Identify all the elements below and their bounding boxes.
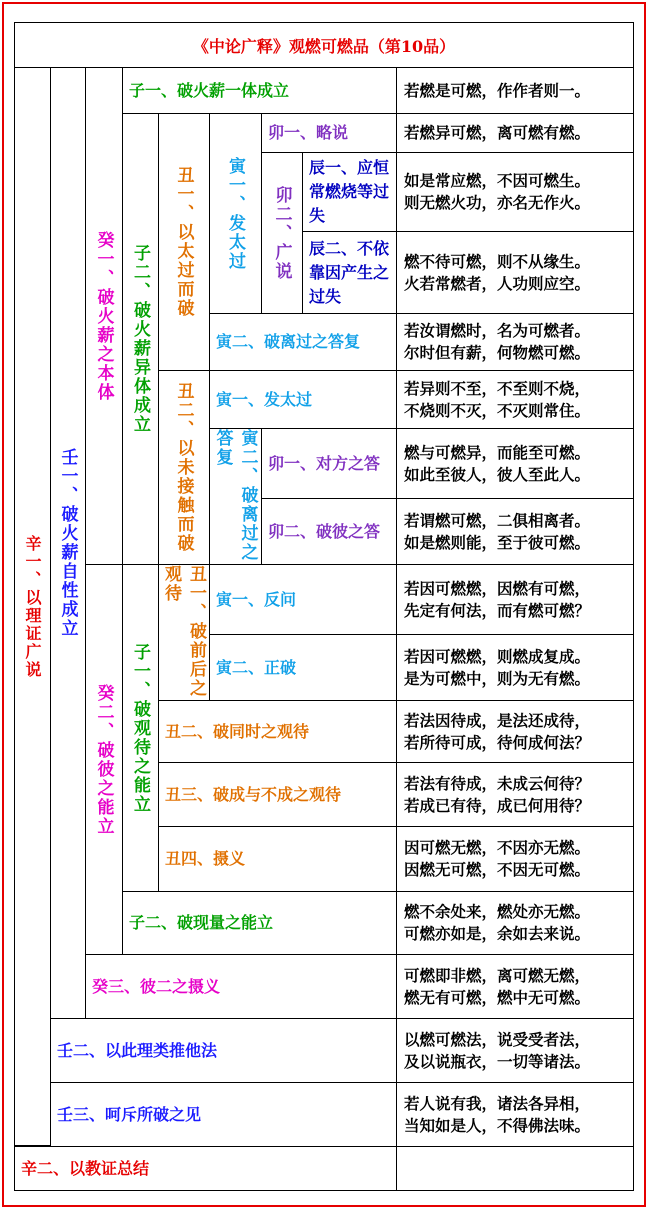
verse-10 [396, 634, 634, 701]
verse-8 [396, 498, 634, 565]
outline-chou1-a: 丑一、以太过而破 [158, 113, 210, 371]
verse-line: 若燃异可燃，离可燃有燃。 [404, 123, 591, 142]
verse-line: 若燃是可燃，作作者则一。 [404, 80, 591, 100]
verse-line: 火若常燃者，人功则应空。 [404, 273, 591, 293]
verse-line: 如是燃则能，至于彼可燃。 [404, 532, 591, 552]
verse-line: 若成已有待，成已何用待？ [404, 795, 591, 815]
outline-yin2-c: 寅二、正破 [209, 634, 397, 701]
verse-line: 燃与可燃异，而能至可燃。 [404, 442, 591, 462]
outline-gui3: 癸三、彼二之摄义 [85, 954, 397, 1019]
verse-11 [396, 700, 634, 763]
verse-line: 如是常应燃，不因可燃生。 [404, 171, 591, 190]
verse-3 [396, 152, 634, 232]
outline-xin1: 辛一、以理证广说 [14, 67, 51, 1146]
verse-7 [396, 428, 634, 499]
verse-line: 若异则不至，不至则不烧， [404, 378, 591, 398]
verse-line: 尔时但有薪，何物燃可燃。 [404, 343, 591, 362]
verse-15 [396, 954, 634, 1019]
verse-line: 及以说瓶衣，一切等诸法。 [404, 1051, 591, 1071]
verse-13 [396, 826, 634, 892]
verse-empty [396, 1146, 634, 1191]
outline-zi1-a: 子一、破火薪一体成立 [122, 67, 397, 114]
verse-9 [396, 564, 634, 635]
verse-16 [396, 1018, 634, 1083]
outline-zi2-a: 子二、破火薪异体成立 [122, 113, 159, 565]
outline-chou2-a: 丑二、以未接触而破 [158, 370, 210, 565]
verse-14 [396, 891, 634, 955]
verse-line: 先定有何法，而有燃可燃？ [404, 600, 591, 620]
verse-line: 因燃无可燃，不因无可燃。 [404, 860, 591, 879]
verse-2 [396, 113, 634, 153]
verse-line: 因可燃无燃，不因亦无燃。 [404, 838, 591, 857]
outline-ren2: 壬二、以此理类推他法 [50, 1018, 397, 1083]
verse-line: 是为可燃中，则为无有燃。 [404, 668, 591, 688]
verse-line: 若所待可成，待何成何法？ [404, 732, 591, 752]
outline-mao2-b: 卯二、破彼之答 [261, 498, 397, 565]
verse-17 [396, 1082, 634, 1147]
outline-ren3: 壬三、呵斥所破之见 [50, 1082, 397, 1147]
outline-chen1: 辰一、应恒常燃烧等过失 [302, 152, 397, 232]
verse-line: 若因可燃燃，因燃有可燃， [404, 578, 591, 598]
verse-line: 若谓燃可燃，二俱相离者。 [404, 510, 591, 530]
outline-gui1: 癸一、破火薪之本体 [85, 67, 123, 565]
verse-line: 可燃亦如是，余如去来说。 [404, 924, 591, 943]
verse-line: 若法有待成，未成云何待？ [404, 773, 591, 793]
outline-chou2-b: 丑二、破同时之观待 [158, 700, 397, 763]
verse-line: 若法因待成，是法还成待， [404, 710, 591, 730]
verse-line: 燃不余处来，燃处亦无燃。 [404, 902, 591, 921]
outline-ren1: 壬一、破火薪自性成立 [50, 67, 86, 1019]
outline-chen2: 辰二、不依靠因产生之过失 [302, 231, 397, 314]
page-title: 《中论广释》观燃可燃品（第10品） [14, 22, 634, 68]
verse-1 [396, 67, 634, 114]
outline-yin1-a: 寅一、发太过 [209, 113, 262, 314]
outline-yin1-b: 寅一、发太过 [209, 370, 397, 429]
outline-mao1-a: 卯一、略说 [261, 113, 397, 153]
outline-zi2-b: 子二、破现量之能立 [122, 891, 397, 955]
verse-line: 若汝谓燃时，名为可燃者。 [404, 321, 591, 340]
outline-zi1-b: 子一、破观待之能立 [122, 564, 159, 892]
outline-yin2-b: 寅二、破离过之答复 [209, 428, 262, 565]
outline-chou4-b: 丑四、摄义 [158, 826, 397, 892]
verse-4 [396, 231, 634, 314]
outline-yin1-c: 寅一、反问 [209, 564, 397, 635]
verse-line: 如此至彼人，彼人至此人。 [404, 464, 591, 484]
outline-xin2: 辛二、以教证总结 [14, 1146, 397, 1191]
verse-line: 可燃即非燃，离可燃无燃， [404, 965, 591, 985]
verse-line: 则无燃火功，亦名无作火。 [404, 193, 591, 212]
outline-chou1-b: 丑一、破前后之观待 [158, 564, 210, 701]
outline-gui2: 癸二、破彼之能立 [85, 564, 123, 955]
verse-line: 当知如是人，不得佛法味。 [404, 1115, 591, 1135]
verse-line: 不烧则不灭，不灭则常住。 [404, 400, 591, 420]
outline-mao1-b: 卯一、对方之答 [261, 428, 397, 499]
verse-line: 以燃可燃法，说受受者法， [404, 1029, 591, 1049]
outline-chou3-b: 丑三、破成与不成之观待 [158, 762, 397, 827]
verse-5 [396, 313, 634, 371]
verse-line: 燃不待可燃，则不从缘生。 [404, 251, 591, 271]
verse-line: 若人说有我，诸法各异相， [404, 1093, 591, 1113]
outline-mao2-a: 卯二、广说 [261, 152, 303, 314]
verse-12 [396, 762, 634, 827]
verse-line: 若因可燃燃，则燃成复成。 [404, 646, 591, 666]
verse-line: 燃无有可燃，燃中无可燃。 [404, 987, 591, 1007]
outline-yin2-a: 寅二、破离过之答复 [209, 313, 397, 371]
verse-6 [396, 370, 634, 429]
